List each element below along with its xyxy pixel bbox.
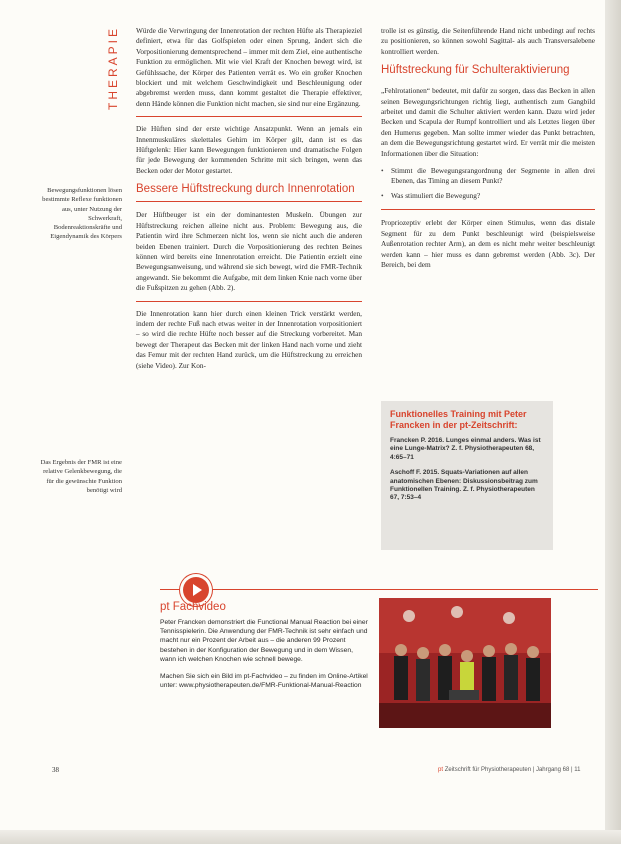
question-list bbox=[381, 166, 595, 201]
left-divider-1 bbox=[136, 116, 362, 117]
page-edge-bottom bbox=[0, 830, 621, 844]
video-description: Peter Francken demonstriert die Functional Manual Reaction bei einer Tennisspielerin. Die Anwendung der FMR-Technik ist sehr einfach und macht nur ein Prozent der Arbeit aus – die anderen 99 Prozent bestehen in der Konfiguration der Bewegung und in dem Wissen, wann ich welchen Knochen wie schnell bewege. bbox=[160, 619, 368, 663]
video-title: pt Fachvideo bbox=[160, 601, 226, 613]
video-section-divider bbox=[160, 589, 598, 590]
left-column bbox=[136, 26, 362, 378]
video-photo bbox=[379, 598, 551, 728]
left-divider-2 bbox=[136, 201, 362, 202]
left-paragraph-3: Der Hüftbeuger ist ein der dominantesten Muskeln. Übungen zur Hüftstreckung reichen alleine nicht aus. Problem: Bewegung aus, die Patientin wird ihre Schmerzen nicht los, wenn sie nicht auch die anderen beiden Ebenen trainiert. Durch die Vorpositionierung des rechten Beines können wird bereits eine Innenrotation erreicht. Die Patientin erzielt eine Bewegungsanweisung, und während sie sich bewegt, wird die FMR-Technik angewandt. Sie bekommt die Aufgabe, mit dem linken Knie nach vorne über die Fußspitzen zu gehen (Abb. 2). bbox=[136, 210, 362, 293]
right-column bbox=[381, 26, 595, 277]
group-photo-illustration bbox=[379, 598, 551, 728]
footer-brand: pt bbox=[438, 767, 444, 773]
reference-box-title: Funktionelles Training mit Peter Francken in der pt-Zeitschrift: bbox=[390, 409, 527, 430]
list-item: • Was stimuliert die Bewegung? bbox=[381, 191, 595, 201]
left-paragraph-1: Würde die Verwringung der Innenrotation der rechten Hüfte als Therapieziel definiert, etwa für das Golfspielen oder einen Sprung, ändert sich die Vorpositionierung dementsprechend – immer mit dem Ziel, eine authentische Funktion zu ermöglichen. Mit wie viel Kraft der Knochen bewegt wird, ist Gefühlssache, der Körper des Patienten verrät es. Wo ein großer Knochen blockiert und mit welchem Geschwindigkeit und Beschleunigung oder abgebremst werden muss, dann kommt gestaltet die Therapie effektiver, denn Hände können die Funktion nicht machen, sie sind nur eine Ergänzung. bbox=[136, 26, 362, 108]
right-divider bbox=[381, 209, 595, 210]
left-divider-3 bbox=[136, 301, 362, 302]
page-number: 38 bbox=[52, 766, 59, 774]
heading-hip-extension: Bessere Hüftstreckung durch Innenrotation bbox=[136, 183, 355, 196]
side-note-2: Das Ergebnis der FMR ist eine relative Gelenkbewegung, die für die gewünschte Funktion benötigt wird bbox=[40, 459, 122, 494]
list-item: • Stimmt die Bewegungsrangordnung der Segmente in allen drei Ebenen, das Timing an diesem Punkt? bbox=[381, 166, 595, 187]
reference-item: Aschoff F. 2015. Squats-Variationen auf allen anatomischen Ebenen: Diskussionsbeitrag zum Funktionellen Training. Z. f. Physiotherapeuten 67, 7:53–4 bbox=[390, 469, 538, 502]
video-link-text[interactable]: Machen Sie sich ein Bild im pt-Fachvideo – zu finden im Online-Artikel unter: www.physiotherapeuten.de/FMR-Funktional-Manual-Reaction bbox=[160, 673, 368, 690]
right-paragraph-1: trolle ist es günstig, die Seitenführende Hand nicht unbedingt auf rechts zu positionieren, so können sowohl Sagittal- als auch Transversalebene kontrolliert werden. bbox=[381, 26, 595, 56]
right-paragraph-3: Propriozeptiv erlebt der Körper einen Stimulus, wenn das distale Segment für zu dem Punkt beschleunigt wird (beispielsweise Außenrotation rechter Arm), an dem es nicht mehr weiter beschleunigt werden kann – hier muss es dann gebremst werden (Abb. 3c). Der Bereich, bei dem bbox=[381, 218, 595, 269]
right-paragraph-2: „Fehlrotationen“ bedeutet, mit dafür zu sorgen, dass das Becken in allen seinen Bewegungsrichtungen richtig liegt, authentisch zum Gangbild arbeitet und damit die Schulter aktiviert werden kann. Dazu wird jeder Becken und Scapula der Rumpf kontrolliert und als Letztes liegen über den Humerus gegeben. Man sollte immer wieder das Punkt betrachten, an dem die Bewegungsrichtung gestartet wird. Er verrät mir die meisten Informationen über die Situation: bbox=[381, 86, 595, 158]
reference-item: Francken P. 2016. Lunges einmal anders. Was ist eine Lunge-Matrix? Z. f. Physiotherapeuten 68, 4:65–71 bbox=[390, 437, 541, 461]
section-tab: THERAPIE bbox=[106, 26, 120, 111]
footer-journal-name: Zeitschrift für Physiotherapeuten | Jahrgang 68 | 11 bbox=[444, 767, 581, 773]
page-edge bbox=[605, 0, 621, 844]
reference-box bbox=[381, 401, 553, 550]
left-paragraph-4: Die Innenrotation kann hier durch einen kleinen Trick verstärkt werden, indem der rechte Fuß nach etwas weiter in der Innenrotation vorpositioniert – so wird die rechte Hüfte noch besser auf die Streckung vorbereitet. Man bewegt der Therapeut das Becken mit der linken Hand nach vorne und zieht das Femur mit der rechten Hand zurück, um die Hüftstreckung zu erreichen (siehe Video). Zur Kon- bbox=[136, 308, 362, 370]
left-paragraph-2: Die Hüften sind der erste wichtige Ansatzpunkt. Wenn an jemals ein Innenmuskuläres skelettales Gehirn im Körper gilt, dann ist es das Hüftgelenk: Hier kann Bewegungen funktionieren und dramatische Folgen für jede Bewegung der kommenden Schritte mit sich bringen, wenn das Becken oder der Motor gestartet. bbox=[136, 124, 362, 175]
heading-shoulder-activation: Hüftstreckung für Schulteraktivierung bbox=[381, 64, 570, 77]
video-text bbox=[160, 618, 370, 698]
footer-journal bbox=[438, 767, 580, 773]
side-note-1: Bewegungsfunktionen lösen bestimmte Reflexe funktionen aus, unter Nutzung der Schwerkraft, Bodenreaktionskräfte und Eigendynamik des Körpers bbox=[42, 187, 122, 241]
play-icon[interactable] bbox=[183, 577, 209, 603]
